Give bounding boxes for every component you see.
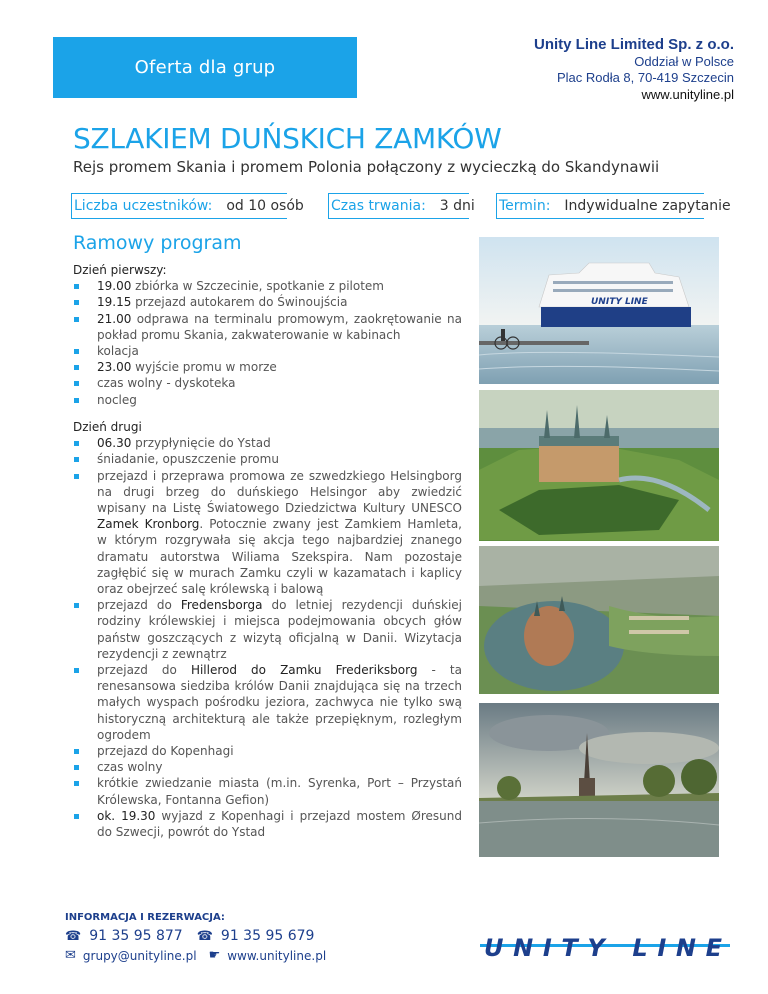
phone-1-number: 91 35 95 877 — [89, 928, 183, 944]
item-text: przejazd i przeprawa promowa ze szwedzkiego Helsingborg na drugi brzeg do duńskiego Helsingor aby zwiedzić wpisany na Listę Światowego Dziedzictwa Kultury UNESCO — [97, 468, 462, 516]
item-highlight: 06.30 — [97, 436, 132, 451]
phone-2[interactable] — [197, 928, 315, 944]
day1-heading: Dzień pierwszy: — [73, 263, 167, 277]
day2-heading: Dzień drugi — [73, 420, 142, 434]
item-text: . Potocznie zwany jest Zamkiem Hamleta, w którym rozgrywała się akcja tego najbardziej znanego dramatu autorstwa Wiliama Szekspira. Nam pozostaje zagłębić się w murach Zamku czyli w kazamatach i kaplicy oraz obejrzeć salę królewską i balową — [97, 517, 462, 597]
item-text: przypłynięcie do Ystad — [131, 436, 271, 451]
term-box — [496, 193, 731, 219]
day1-program — [73, 262, 462, 408]
company-info — [534, 36, 734, 103]
ferry-hull-text: UNITY LINE — [591, 297, 648, 307]
envelope-icon: ✉ — [65, 948, 76, 963]
item-highlight: Fredensborga — [180, 598, 263, 613]
item-text: wyjazd z Kopenhagi i przejazd mostem Øresund do Szwecji, powrót do Ystad — [97, 808, 462, 840]
page-subtitle: Rejs promem Skania i promem Polonia połączony z wycieczką do Skandynawii — [73, 158, 660, 176]
item-text: krótkie zwiedzanie miasta (m.in. Syrenka, Port – Przystań Królewska, Fontanna Gefion) — [97, 776, 462, 807]
item-text: przejazd do — [97, 663, 191, 678]
offer-banner-text: Oferta dla grup — [134, 57, 276, 78]
item-time: 23.00 — [97, 360, 132, 375]
list-item — [73, 343, 462, 359]
email-link[interactable] — [65, 948, 197, 963]
contact-links — [65, 948, 326, 963]
list-item — [73, 294, 462, 310]
website-address: www.unityline.pl — [227, 948, 327, 963]
ferry-photo — [479, 237, 719, 384]
item-text: zbiórka w Szczecinie, spotkanie z pilotem — [131, 279, 384, 294]
item-text: czas wolny - dyskoteka — [97, 376, 236, 391]
day2-program — [73, 419, 462, 840]
list-item — [73, 435, 462, 451]
company-name: Unity Line Limited Sp. z o.o. — [533, 36, 734, 53]
duration-value: 3 dni — [439, 198, 475, 214]
item-text: przejazd do — [97, 598, 181, 613]
frederiksborg-castle-photo — [479, 546, 719, 694]
email-address: grupy@unityline.pl — [82, 948, 197, 963]
list-item — [73, 468, 462, 598]
offer-banner — [53, 37, 357, 98]
list-item — [73, 662, 462, 743]
item-text: czas wolny — [97, 760, 163, 775]
participants-value: od 10 osób — [226, 198, 304, 214]
item-text: - ta renesansowa siedziba królów Danii znajdująca się na trzech małych wyspach pośrodku jeziora, zachwyca nie tylko swą historyczną architekturą ale także przepięknym, rozległym ogrodem — [97, 663, 462, 742]
day2-list — [73, 435, 462, 840]
item-text: odprawa na terminalu promowym, zaokrętowanie na pokład promu Skania, zakwaterowanie w kabinach — [97, 311, 462, 342]
contact-label: INFORMACJA I REZERWACJA: — [65, 912, 225, 923]
list-item — [73, 451, 462, 467]
item-text: nocleg — [97, 392, 137, 407]
list-item — [73, 808, 462, 840]
copenhagen-church-photo — [479, 703, 719, 857]
participants-box — [71, 193, 304, 219]
section-title: Ramowy program — [73, 232, 242, 254]
duration-box — [328, 193, 475, 219]
item-highlight: ok. 19.30 — [97, 808, 156, 823]
item-text: do letniej rezydencji duńskiej rodziny królewskiej i miejsca podejmowania obcych głów państw goszczących z wizytą oficjalną w Danii. Wizytacja rezydencji z zewnątrz — [97, 598, 462, 661]
list-item — [73, 743, 462, 759]
list-item — [73, 375, 462, 391]
list-item — [73, 359, 462, 375]
item-time: 19.15 — [97, 295, 132, 310]
company-website[interactable]: www.unityline.pl — [641, 87, 734, 102]
item-highlight: Hillerod do Zamku Frederiksborg — [190, 663, 418, 678]
company-branch: Oddział w Polsce — [634, 54, 734, 69]
logo-text: UNITY LINE — [484, 934, 724, 962]
unity-line-logo — [480, 934, 730, 962]
list-item — [73, 392, 462, 408]
item-highlight: Zamek Kronborg — [97, 517, 200, 532]
pointer-icon: ☛ — [208, 948, 221, 963]
list-item — [73, 775, 462, 807]
phone-2-number: 91 35 95 679 — [220, 928, 315, 944]
term-label: Termin: — [499, 198, 551, 214]
list-item — [73, 311, 462, 343]
phone-1[interactable] — [65, 928, 183, 944]
item-text: przejazd autokarem do Świnoujścia — [131, 295, 348, 310]
item-text: kolacja — [97, 344, 139, 359]
day1-list — [73, 278, 462, 408]
item-text: wyjście promu w morze — [131, 360, 277, 375]
phone-icon: ☎ — [196, 928, 213, 944]
term-value: Indywidualne zapytanie — [564, 198, 731, 214]
website-link[interactable] — [209, 948, 327, 963]
kronborg-castle-photo — [479, 390, 719, 541]
item-time: 19.00 — [97, 279, 132, 294]
participants-label: Liczba uczestników: — [74, 198, 213, 214]
item-time: 21.00 — [97, 311, 132, 326]
phone-icon: ☎ — [65, 928, 82, 944]
page-title: SZLAKIEM DUŃSKICH ZAMKÓW — [73, 122, 502, 155]
company-address: Plac Rodła 8, 70-419 Szczecin — [556, 70, 734, 85]
duration-label: Czas trwania: — [331, 198, 426, 214]
item-text: śniadanie, opuszczenie promu — [97, 452, 279, 467]
list-item — [73, 278, 462, 294]
item-text: przejazd do Kopenhagi — [97, 744, 234, 759]
list-item — [73, 597, 462, 662]
list-item — [73, 759, 462, 775]
contact-phones — [65, 928, 314, 944]
